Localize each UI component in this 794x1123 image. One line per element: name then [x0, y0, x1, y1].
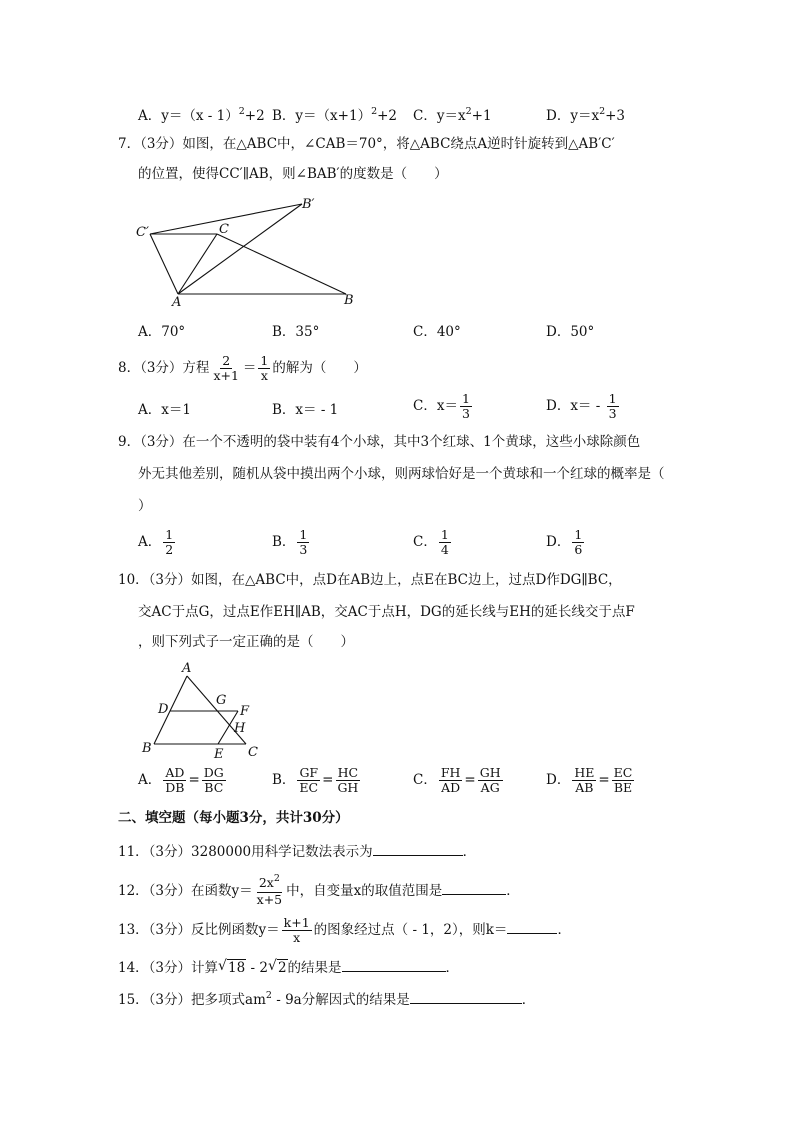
- q10-label-f: F: [240, 704, 250, 719]
- q8-option-d: D．x＝ - $\frac{1}{3}$: [546, 391, 617, 421]
- q9-stem-line1: 9．（3分）在一个不透明的袋中装有4个小球，其中3个红球、1个黄球，这些小球除颜色: [118, 434, 641, 450]
- q7-segment-a-bprime: [178, 204, 302, 294]
- q10-label-c: C: [248, 745, 258, 760]
- q9-option-a: A． $\frac{1}{2}$: [138, 527, 174, 557]
- q6-option-d: D．$y=x^2+3$: [546, 106, 626, 124]
- q10-option-d: D． $\frac{HE}{AB}$ = $\frac{EC}{BE}$: [546, 765, 633, 795]
- q11-answer-blank[interactable]: [373, 840, 463, 856]
- q10-label-g: G: [216, 693, 227, 708]
- q10-label-a: A: [182, 661, 192, 676]
- q7-option-c: C．40°: [413, 324, 461, 340]
- q13-stem: 13．（3分）反比例函数y＝ $\frac{k+1}{x}$ 的图象经过点（ - 1，2），则k＝ ．: [118, 915, 571, 945]
- q7-option-d: D．50°: [546, 324, 595, 340]
- q7-segment-c-b: [217, 234, 346, 294]
- q6-option-c: C．$y=x^2+1$: [413, 106, 492, 124]
- q6-option-a: A．y＝（x - 1）$^2$+2: [138, 106, 265, 124]
- q14-stem: 14．（3分）计算 √ 18 - 2 √ 2的结果是 ．: [118, 958, 460, 976]
- q9-stem-line2: 外无其他差别，随机从袋中摸出两个小球，则两球恰好是一个黄球和一个红球的概率是（: [138, 466, 665, 482]
- q7-label-a: A: [172, 295, 182, 310]
- q10-figure: [130, 656, 290, 766]
- q7-figure: [130, 190, 370, 310]
- q9-option-c: C． $\frac{1}{4}$: [413, 527, 449, 557]
- q7-segment-cprime-a: [150, 234, 178, 294]
- q13-answer-blank[interactable]: [507, 918, 557, 934]
- q8-option-a: A．x＝1: [138, 402, 191, 418]
- q7-label-bprime: B′: [302, 197, 315, 212]
- q7-stem-line2: 的位置，使得CC′∥AB，则∠BAB′的度数是（ ）: [138, 166, 448, 182]
- q7-option-b: B．35°: [272, 324, 320, 340]
- q7-option-a: A．70°: [138, 324, 186, 340]
- q10-label-h: H: [234, 721, 246, 736]
- q9-option-b: B． $\frac{1}{3}$: [272, 527, 308, 557]
- q9-stem-line3: ）: [138, 498, 152, 514]
- q15-stem: 15．（3分）把多项式$am^2 - 9a$分解因式的结果是 ．: [118, 990, 536, 1008]
- q8-stem: 8．（3分）方程 $\frac{2}{x+1}$ ＝ $\frac{1}{x}$ 的解为（ ）: [118, 353, 367, 383]
- q8-option-c: C．x＝ $\frac{1}{3}$: [413, 391, 470, 421]
- q10-label-d: D: [158, 702, 169, 717]
- q10-stem-line3: ，则下列式子一定正确的是（ ）: [138, 634, 354, 650]
- q7-label-cprime: C′: [136, 225, 149, 240]
- q11-stem: 11．（3分）3280000用科学记数法表示为 ．: [118, 840, 476, 862]
- q7-label-c: C: [219, 222, 229, 237]
- section-heading-fill-in: 二、填空题（每小题3分，共计30分）: [118, 810, 349, 826]
- q10-label-e: E: [214, 747, 224, 762]
- q10-option-c: C． $\frac{FH}{AD}$ = $\frac{GH}{AG}$: [413, 765, 501, 795]
- q9-option-d: D． $\frac{1}{6}$: [546, 527, 583, 557]
- q7-label-b: B: [344, 293, 354, 308]
- q10-option-b: B． $\frac{GF}{EC}$ = $\frac{HC}{GH}$: [272, 765, 359, 795]
- q12-answer-blank[interactable]: [442, 879, 506, 895]
- q10-stem-line1: 10．（3分）如图，在△ABC中，点D在AB边上，点E在BC边上，过点D作DG∥BC，: [118, 572, 622, 588]
- q10-stem-line2: 交AC于点G，过点E作EH∥AB，交AC于点H，DG的延长线与EH的延长线交于点F: [138, 604, 635, 620]
- q8-option-b: B．x＝ - 1: [272, 402, 339, 418]
- q15-answer-blank[interactable]: [410, 988, 522, 1004]
- q12-stem: 12．（3分）在函数y＝ $\frac{2x^2}{x+5}$ 中，自变量x的取值范围是 ．: [118, 873, 520, 907]
- q14-answer-blank[interactable]: [342, 956, 446, 972]
- q7-segment-a-c: [178, 234, 217, 294]
- q10-option-a: A． $\frac{AD}{DB}$ = $\frac{DG}{BC}$: [138, 765, 224, 795]
- q7-stem-line1: 7．（3分）如图，在△ABC中，∠CAB＝70°，将△ABC绕点A逆时针旋转到△AB′C′: [118, 136, 615, 152]
- q10-label-b: B: [142, 741, 152, 756]
- q6-option-b: B．$y=(x+1)^2+2$: [272, 106, 398, 124]
